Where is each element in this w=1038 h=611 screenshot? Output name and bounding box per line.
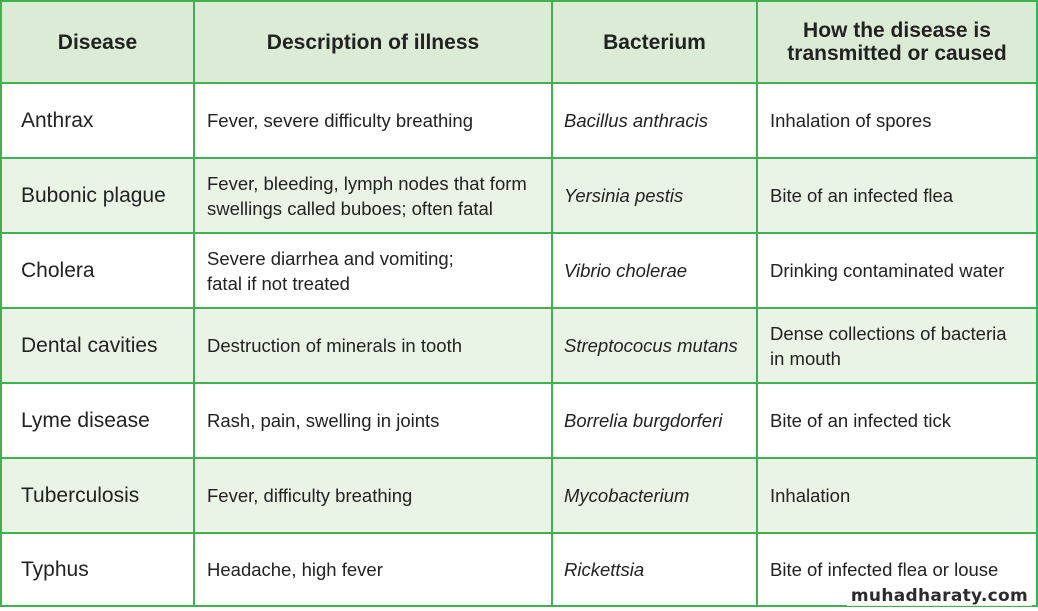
transmission-cell [757,158,1037,233]
transmission-line: Bite of an infected flea [770,185,954,206]
disease-cell: Dental cavities [1,308,194,383]
transmission-line: Dense collections of bacteria [770,322,1007,344]
description-line: Fever, difficulty breathing [207,485,413,506]
description-cell [194,158,552,233]
description-cell [194,83,552,158]
transmission-cell [757,308,1037,383]
bacterium-cell: Mycobacterium [552,458,757,533]
disease-cell: Cholera [1,233,194,308]
header-disease: Disease [1,1,194,83]
description-cell [194,533,552,606]
description-cell [194,458,552,533]
header-transmission-line: How the disease is [803,19,991,42]
transmission-line: Bite of infected flea or louse [770,559,999,580]
header-row [1,1,1037,83]
transmission-line: Inhalation [770,485,851,506]
bacterium-cell: Rickettsia [552,533,757,606]
description-line: Severe diarrhea and vomiting; [207,247,454,269]
table-row [1,233,1037,308]
description-cell [194,233,552,308]
disease-cell: Typhus [1,533,194,606]
transmission-cell [757,83,1037,158]
description-line: Rash, pain, swelling in joints [207,410,440,431]
transmission-cell [757,383,1037,458]
description-line: swellings called buboes; often fatal [207,197,493,219]
transmission-cell [757,458,1037,533]
transmission-line: Inhalation of spores [770,110,932,131]
bacterium-cell: Streptococus mutans [552,308,757,383]
transmission-line: in mouth [770,347,841,369]
bacterium-cell: Bacillus anthracis [552,83,757,158]
table-row [1,458,1037,533]
bacterium-cell: Borrelia burgdorferi [552,383,757,458]
bacterium-cell: Vibrio cholerae [552,233,757,308]
description-cell [194,383,552,458]
description-cell [194,308,552,383]
transmission-line: Bite of an infected tick [770,410,951,431]
watermark: muhadharaty.com [847,586,1032,606]
table-row [1,83,1037,158]
disease-cell: Anthrax [1,83,194,158]
header-bacterium: Bacterium [552,1,757,83]
transmission-line: Drinking contaminated water [770,260,1005,281]
description-line: Destruction of minerals in tooth [207,335,463,356]
description-line: fatal if not treated [207,272,350,294]
table-row [1,308,1037,383]
header-description: Description of illness [194,1,552,83]
disease-cell: Tuberculosis [1,458,194,533]
header-transmission-line: transmitted or caused [787,42,1007,65]
table-row [1,158,1037,233]
bacterium-cell: Yersinia pestis [552,158,757,233]
description-line: Fever, bleeding, lymph nodes that form [207,172,527,194]
transmission-cell [757,233,1037,308]
disease-cell: Bubonic plague [1,158,194,233]
description-line: Fever, severe difficulty breathing [207,110,473,131]
description-line: Headache, high fever [207,559,383,580]
table-row [1,383,1037,458]
disease-cell: Lyme disease [1,383,194,458]
header-transmission [757,1,1037,83]
